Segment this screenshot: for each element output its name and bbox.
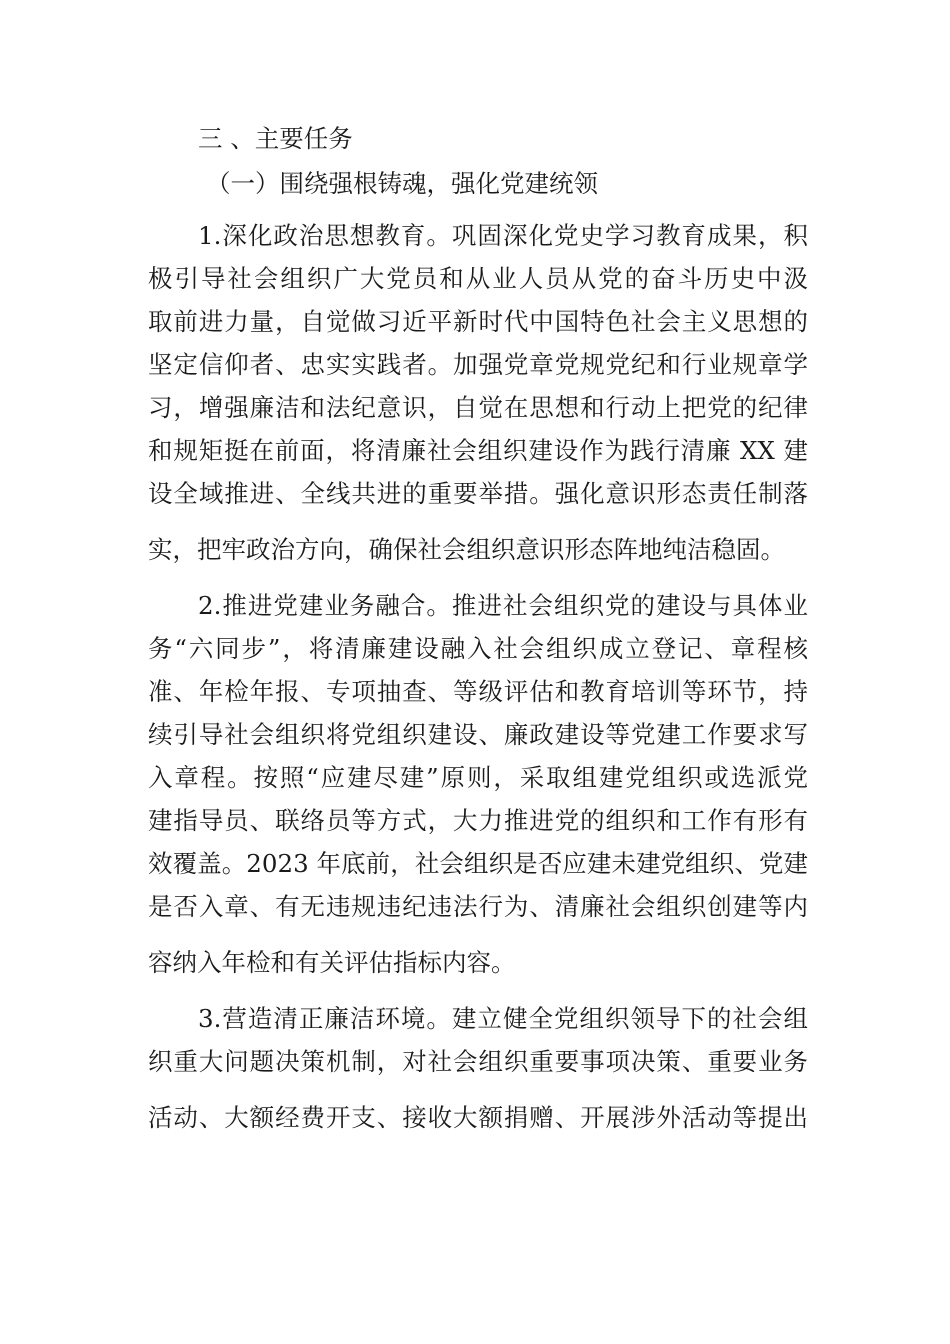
paragraph-line: 2.推进党建业务融合。推进社会组织党的建设与具体业 (198, 591, 808, 620)
paragraph-line: 建指导员、联络员等方式，大力推进党的组织和工作有形有 (148, 806, 808, 835)
paragraph-line: 效覆盖。2023 年底前，社会组织是否应建未建党组织、党建 (148, 849, 808, 878)
section-heading: 三 、主要任务 (198, 124, 353, 153)
paragraph-line: 是否入章、有无违规违纪违法行为、清廉社会组织创建等内 (148, 892, 808, 921)
paragraph-line: 务“六同步”，将清廉建设融入社会组织成立登记、章程核 (148, 634, 808, 663)
paragraph-line: 3.营造清正廉洁环境。建立健全党组织领导下的社会组 (198, 1004, 808, 1033)
paragraph-line: 活动、大额经费开支、接收大额捐赠、开展涉外活动等提出 (148, 1103, 808, 1132)
paragraph-line: 入章程。按照“应建尽建”原则，采取组建党组织或选派党 (148, 763, 808, 792)
paragraph-line: 设全域推进、全线共进的重要举措。强化意识形态责任制落 (148, 479, 808, 508)
paragraph-line: 1.深化政治思想教育。巩固深化党史学习教育成果，积 (198, 221, 808, 250)
subsection-heading: （一）围绕强根铸魂，强化党建统领 (206, 169, 598, 198)
paragraph-line: 极引导社会组织广大党员和从业人员从党的奋斗历史中汲 (148, 264, 808, 293)
paragraph-line: 习，增强廉洁和法纪意识，自觉在思想和行动上把党的纪律 (148, 393, 808, 422)
paragraph-line: 容纳入年检和有关评估指标内容。 (148, 948, 516, 977)
paragraph-line: 实，把牢政治方向，确保社会组织意识形态阵地纯洁稳固。 (148, 535, 785, 564)
paragraph-line: 准、年检年报、专项抽查、等级评估和教育培训等环节，持 (148, 677, 808, 706)
paragraph-line: 取前进力量，自觉做习近平新时代中国特色社会主义思想的 (148, 307, 808, 336)
paragraph-line: 和规矩挺在前面，将清廉社会组织建设作为践行清廉 XX 建 (148, 436, 808, 465)
paragraph-line: 织重大问题决策机制，对社会组织重要事项决策、重要业务 (148, 1047, 808, 1076)
paragraph-line: 续引导社会组织将党组织建设、廉政建设等党建工作要求写 (148, 720, 808, 749)
paragraph-line: 坚定信仰者、忠实实践者。加强党章党规党纪和行业规章学 (148, 350, 808, 379)
